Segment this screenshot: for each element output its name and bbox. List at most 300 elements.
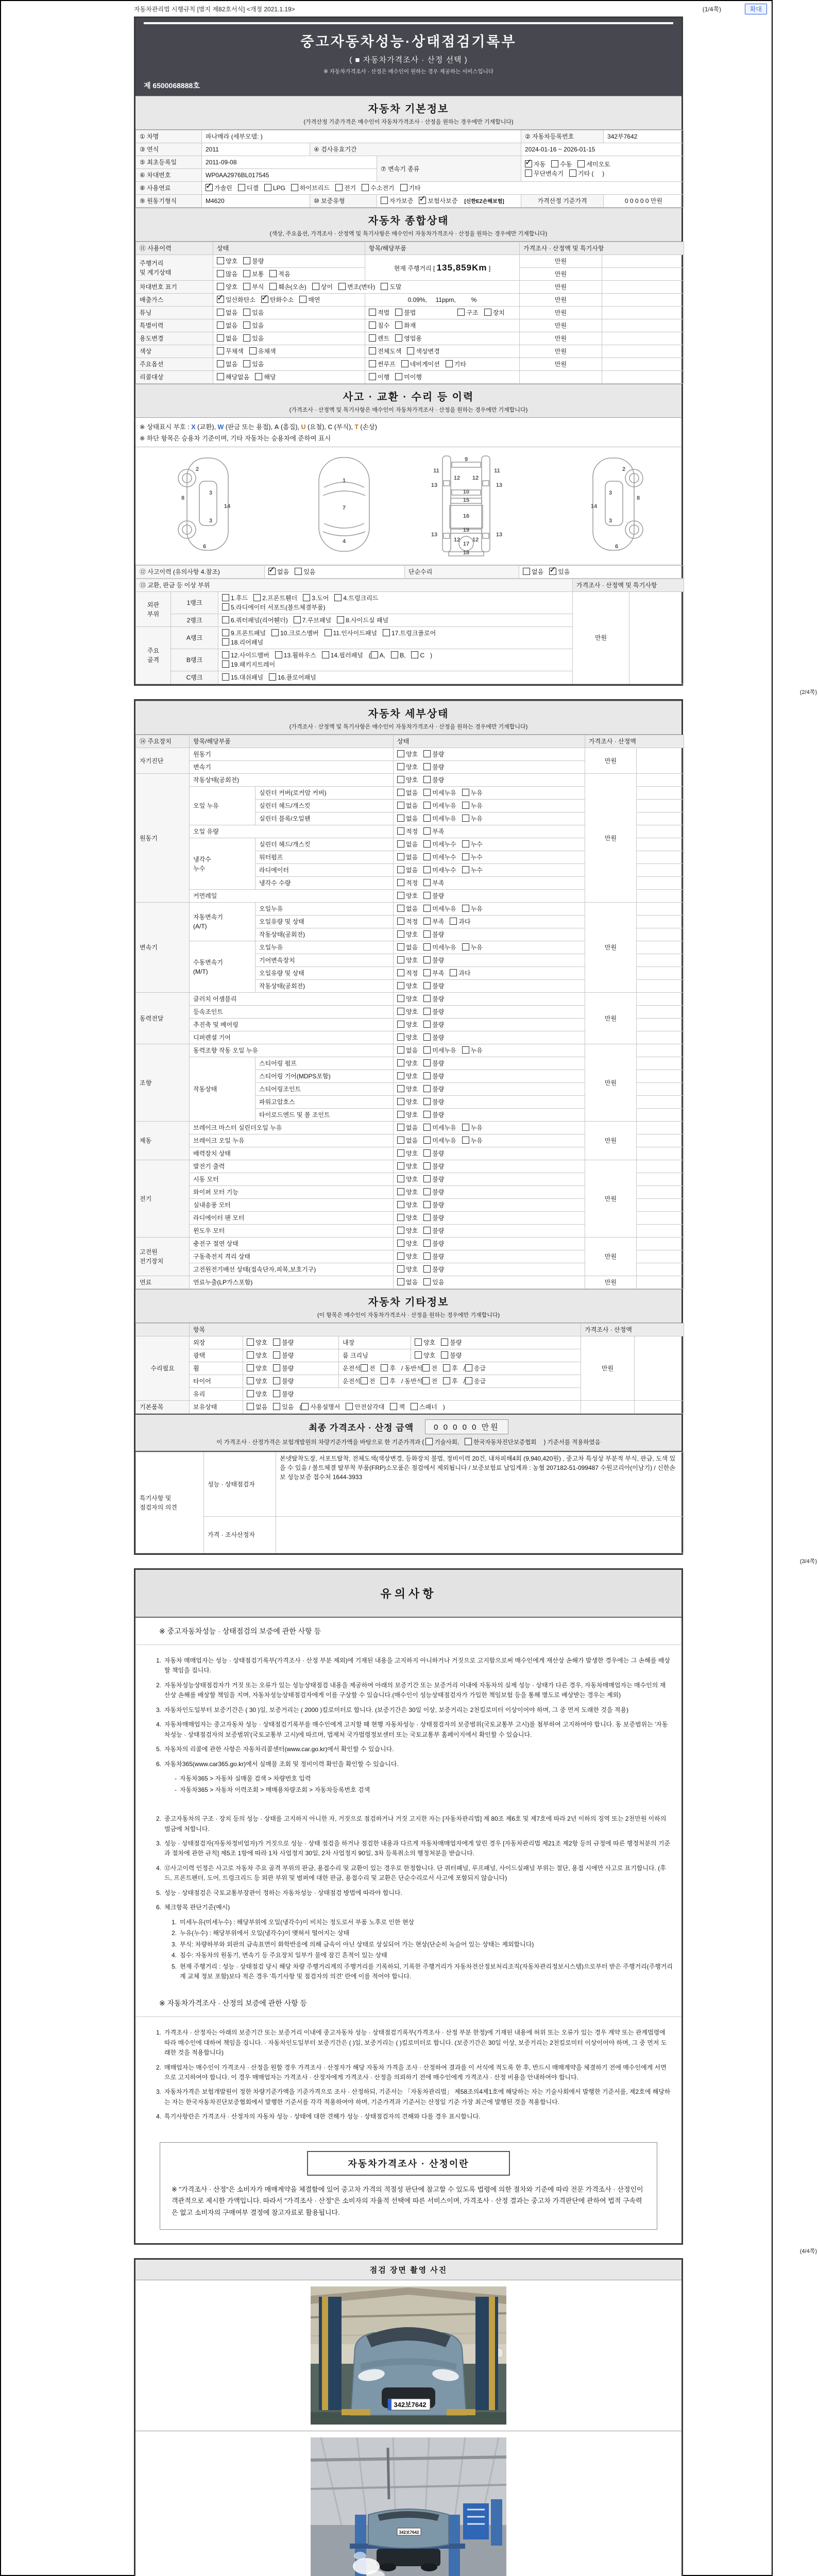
checkbox[interactable] [335, 184, 343, 191]
checkbox-option [361, 1364, 376, 1373]
checkbox[interactable] [423, 1201, 431, 1208]
text-cell: 연료누출(LP가스포함) [190, 1276, 394, 1289]
checkbox[interactable] [301, 1403, 309, 1410]
checkbox[interactable] [222, 603, 229, 611]
checkbox-option [397, 930, 418, 939]
checkbox[interactable] [423, 1240, 431, 1247]
checkbox[interactable] [462, 1046, 469, 1054]
checkbox[interactable] [369, 347, 376, 354]
checkbox-cell [202, 182, 684, 195]
checkbox[interactable] [551, 160, 558, 167]
checkbox-label: 미세누유 [432, 815, 456, 822]
checkbox[interactable] [269, 270, 277, 277]
checkbox[interactable] [217, 321, 224, 329]
checkbox[interactable] [462, 1137, 469, 1144]
checkbox-option [423, 853, 456, 862]
checkbox-label: 후 [452, 1378, 458, 1385]
checkbox[interactable] [294, 616, 301, 623]
checkbox[interactable] [525, 160, 532, 167]
checkbox[interactable] [271, 629, 279, 636]
checkbox-cell [218, 592, 573, 614]
checkbox[interactable] [423, 1149, 431, 1157]
checkbox[interactable] [397, 1278, 404, 1285]
checkbox[interactable] [397, 1252, 404, 1260]
checkbox[interactable] [217, 296, 224, 303]
checkbox-option [217, 257, 237, 266]
passenger-car-note: ※ 하단 항목은 승용차 기준이며, 기타 자동차는 승용차에 준하여 표시 [135, 432, 681, 447]
checkbox[interactable] [462, 905, 469, 912]
text-cell: 성능 · 상태점검자 [204, 1452, 276, 1517]
checkbox[interactable] [206, 184, 213, 191]
checkbox-cell [394, 1109, 585, 1122]
checkbox[interactable] [397, 802, 404, 809]
checkbox[interactable] [381, 1364, 388, 1371]
checkbox[interactable] [423, 827, 431, 835]
checkbox[interactable] [268, 568, 276, 575]
note-number: 6. [156, 1760, 161, 1768]
checkbox[interactable] [423, 930, 431, 938]
checkbox[interactable] [397, 995, 404, 1002]
checkbox-cell [394, 748, 585, 761]
checkbox[interactable] [346, 1403, 353, 1410]
checkbox[interactable] [395, 373, 402, 380]
checkbox[interactable] [397, 1149, 404, 1157]
checkbox-label: 양호 [226, 258, 238, 265]
checkbox[interactable] [397, 1111, 404, 1118]
checkbox[interactable] [465, 1438, 472, 1445]
checkbox[interactable] [397, 750, 404, 757]
checkbox[interactable] [401, 360, 408, 367]
checkbox[interactable] [443, 1364, 450, 1371]
checkbox[interactable] [397, 1227, 404, 1234]
checkbox[interactable] [423, 1175, 431, 1182]
checkbox[interactable] [423, 1227, 431, 1234]
checkbox-option [397, 1200, 418, 1210]
checkbox[interactable] [397, 1072, 404, 1079]
checkbox[interactable] [253, 594, 261, 601]
text-cell: ⑦ 변속기 종류 [377, 156, 521, 182]
checkbox[interactable] [217, 270, 224, 277]
checkbox[interactable] [247, 1364, 254, 1371]
checkbox[interactable] [362, 184, 369, 191]
checkbox[interactable] [369, 373, 376, 380]
checkbox-cell [394, 761, 585, 774]
checkbox[interactable] [415, 1338, 422, 1346]
checkbox[interactable] [423, 750, 431, 757]
checkbox[interactable] [397, 763, 404, 770]
checkbox[interactable] [291, 184, 298, 191]
checkbox[interactable] [395, 321, 402, 329]
checkbox[interactable] [419, 197, 426, 204]
checkbox[interactable] [423, 1033, 431, 1041]
checkbox[interactable] [397, 840, 404, 848]
text-cell: 커먼레일 [190, 890, 394, 903]
checkbox[interactable] [261, 296, 268, 303]
checkbox[interactable] [334, 594, 342, 601]
car-view-side-right [591, 458, 643, 550]
checkbox-cell [213, 358, 365, 371]
table-row [136, 182, 684, 195]
checkbox[interactable] [397, 789, 404, 796]
checkbox[interactable] [273, 1338, 280, 1346]
checkbox[interactable] [423, 1008, 431, 1015]
checkbox[interactable] [423, 763, 431, 770]
checkbox-option [423, 827, 444, 836]
diagram-part-number: 13 [496, 482, 503, 488]
checkbox[interactable] [247, 1377, 254, 1384]
zoom-button[interactable]: 확대 [745, 4, 767, 14]
checkbox[interactable] [222, 638, 229, 646]
checkbox[interactable] [423, 789, 431, 796]
checkbox[interactable] [247, 1338, 254, 1346]
checkbox[interactable] [217, 347, 224, 354]
checkbox[interactable] [273, 1377, 280, 1384]
checkbox-cell [213, 332, 365, 345]
checkbox[interactable] [577, 160, 585, 167]
checkbox[interactable] [397, 776, 404, 783]
checkbox[interactable] [465, 1364, 472, 1371]
checkbox[interactable] [422, 1377, 430, 1384]
note-item [149, 2028, 674, 2058]
checkbox-option [465, 1377, 486, 1386]
checkbox[interactable] [322, 651, 329, 658]
checkbox[interactable] [407, 347, 414, 354]
checkbox[interactable] [217, 334, 224, 342]
checkbox-label: 자가보증 [389, 197, 414, 205]
checkbox-label: 누유 [470, 944, 483, 951]
checkbox[interactable] [222, 629, 229, 636]
checkbox[interactable] [462, 1124, 469, 1131]
section-subtitle: (가격조사 · 산정액 및 특기사항은 매수인이 자동차가격조사 · 산정을 원하는 경우에만 기재합니다) [289, 724, 528, 730]
checkbox-option [423, 904, 456, 913]
checkbox[interactable] [222, 616, 229, 623]
checkbox-label: 없음 [277, 568, 289, 575]
checkbox-cell [365, 255, 520, 281]
checkbox[interactable] [423, 1137, 431, 1144]
checkbox[interactable] [217, 360, 224, 367]
checkbox-cell [394, 1250, 585, 1263]
checkbox[interactable] [397, 956, 404, 963]
checkbox-option [397, 1252, 418, 1261]
checkbox[interactable] [217, 283, 224, 290]
checkbox[interactable] [269, 673, 276, 681]
checkbox-label: 보험사보증 [428, 197, 458, 205]
checkbox[interactable] [397, 1021, 404, 1028]
checkbox[interactable] [299, 296, 306, 303]
checkbox[interactable] [423, 1162, 431, 1170]
checkbox[interactable] [446, 360, 453, 367]
checkbox[interactable] [273, 1364, 280, 1371]
checkbox[interactable] [273, 1390, 280, 1397]
checkbox-label: 잭 [399, 1403, 405, 1411]
checkbox[interactable] [395, 309, 402, 316]
checkbox[interactable] [338, 283, 346, 290]
checkbox[interactable] [422, 1364, 430, 1371]
checkbox[interactable] [222, 651, 229, 658]
checkbox[interactable] [243, 283, 250, 290]
checkbox-option [299, 295, 320, 304]
table-row [136, 358, 684, 371]
checkbox[interactable] [397, 892, 404, 899]
checkbox[interactable] [391, 651, 398, 658]
checkbox-cell [394, 916, 585, 928]
checkbox-label: 불량 [432, 957, 445, 964]
checkbox[interactable] [423, 776, 431, 783]
checkbox[interactable] [462, 943, 469, 951]
checkbox[interactable] [243, 309, 250, 316]
checkbox[interactable] [423, 969, 431, 976]
checkbox[interactable] [441, 1351, 448, 1359]
checkbox-label: 적음 [278, 270, 291, 278]
checkbox-option [397, 1059, 418, 1068]
checkbox[interactable] [411, 1403, 418, 1410]
checkbox[interactable] [337, 616, 344, 623]
checkbox[interactable] [397, 969, 404, 976]
checkbox-option [273, 1338, 294, 1347]
checkbox[interactable] [423, 995, 431, 1002]
checkbox[interactable] [397, 1137, 404, 1144]
checkbox[interactable] [462, 802, 469, 809]
checkbox-option [423, 801, 456, 810]
checkbox[interactable] [450, 969, 457, 976]
checkbox-option [397, 840, 418, 849]
checkbox[interactable] [397, 1046, 404, 1054]
checkbox[interactable] [423, 1072, 431, 1079]
checkbox-option [423, 956, 444, 965]
checkbox[interactable] [423, 918, 431, 925]
checkbox[interactable] [369, 309, 376, 316]
checkbox[interactable] [222, 660, 229, 668]
checkbox[interactable] [381, 197, 388, 204]
checkbox-label: 많음 [226, 270, 238, 278]
checkbox[interactable] [217, 373, 224, 380]
note-number: 1. [156, 1657, 161, 1664]
checkbox[interactable] [249, 347, 257, 354]
checkbox[interactable] [423, 943, 431, 951]
text-cell: 주행거리 및 계기상태 [136, 255, 213, 281]
checkbox[interactable] [423, 853, 431, 860]
checkbox[interactable] [303, 594, 310, 601]
checkbox[interactable] [397, 1098, 404, 1105]
checkbox[interactable] [390, 1403, 397, 1410]
checkbox-option [255, 372, 276, 382]
checkbox[interactable] [264, 184, 271, 191]
checkbox[interactable] [397, 1175, 404, 1182]
checkbox[interactable] [273, 1403, 280, 1410]
checkbox[interactable] [423, 1265, 431, 1273]
checkbox-option [269, 673, 316, 682]
checkbox[interactable] [275, 651, 282, 658]
checkbox[interactable] [325, 629, 332, 636]
checkbox[interactable] [450, 918, 457, 925]
checkbox[interactable] [423, 1046, 431, 1054]
checkbox[interactable] [462, 815, 469, 822]
checkbox[interactable] [423, 1111, 431, 1118]
diagram-part-number: 16 [463, 513, 470, 519]
checkbox[interactable] [465, 1377, 472, 1384]
checkbox-label: 16.플로어패널 [278, 674, 316, 681]
basic-info-table [135, 130, 681, 208]
checkbox[interactable] [395, 334, 402, 342]
checkbox[interactable] [243, 334, 250, 342]
text-cell [637, 1186, 684, 1199]
checkbox-label: 적정 [406, 879, 418, 887]
checkbox-label: 불량 [432, 1021, 445, 1028]
checkbox[interactable] [397, 1162, 404, 1170]
checkbox[interactable] [397, 1085, 404, 1092]
checkbox[interactable] [397, 905, 404, 912]
checkbox[interactable] [425, 1438, 433, 1445]
text-cell: 만원 [585, 1044, 637, 1122]
checkbox[interactable] [217, 309, 224, 316]
checkbox[interactable] [423, 1021, 431, 1028]
checkbox[interactable] [397, 982, 404, 989]
checkbox[interactable] [423, 956, 431, 963]
checkbox[interactable] [462, 853, 469, 860]
checkbox[interactable] [423, 879, 431, 886]
checkbox-option [551, 160, 572, 169]
checkbox-option [549, 567, 570, 577]
checkbox-label: 불량 [450, 1339, 462, 1346]
checkbox[interactable] [423, 982, 431, 989]
checkbox[interactable] [462, 840, 469, 848]
note-text: 자동차 매매업자는 성능 · 상태점검기록부(가격조사 · 산정 부분 제외)에 기재된 내용을 고지하지 아니하거나 거짓으로 고지함으로써 매수인에게 재산상 손해가 발생한 경우에는 그 손해를 배상할 책임을 집니다. [164, 1657, 670, 1674]
checkbox[interactable] [415, 1351, 422, 1359]
checkbox-option [395, 308, 416, 317]
checkbox[interactable] [441, 1338, 448, 1346]
checkbox-cell [394, 1160, 585, 1173]
checkbox[interactable] [397, 1188, 404, 1195]
checkbox-label: 도말 [389, 283, 402, 291]
inspector-opinion-table-table [135, 1452, 684, 1553]
checkbox[interactable] [369, 321, 376, 329]
checkbox[interactable] [443, 1377, 450, 1384]
checkbox[interactable] [397, 1214, 404, 1221]
checkbox[interactable] [397, 1124, 404, 1131]
checkbox[interactable] [369, 334, 376, 342]
checkbox[interactable] [273, 1351, 280, 1359]
checkbox[interactable] [423, 1252, 431, 1260]
table-row [136, 1336, 684, 1349]
checkbox[interactable] [423, 905, 431, 912]
table-row [136, 294, 684, 307]
checkbox[interactable] [423, 1278, 431, 1285]
sub-note-item [166, 1785, 674, 1795]
checkbox[interactable] [457, 309, 465, 316]
checkbox[interactable] [397, 866, 404, 873]
checkbox[interactable] [400, 184, 407, 191]
assessor-opinion [276, 1517, 684, 1553]
checkbox[interactable] [423, 840, 431, 848]
checkbox[interactable] [397, 827, 404, 835]
checkbox[interactable] [217, 257, 224, 264]
checkbox[interactable] [247, 1403, 254, 1410]
checkbox[interactable] [247, 1351, 254, 1359]
text-cell [637, 800, 684, 812]
checkbox[interactable] [295, 568, 302, 575]
checkbox[interactable] [423, 1098, 431, 1105]
checkbox[interactable] [484, 309, 491, 316]
checkbox[interactable] [397, 1265, 404, 1273]
checkbox[interactable] [222, 594, 229, 601]
checkbox[interactable] [247, 1390, 254, 1397]
note-text: 자동차가격은 보험개발원이 정한 차량기준가액을 기준가격으로 조사 · 산정하되, 기준서는 「자동차관리법」 제58조의4제1호에 해당하는 자는 기술사회에서 발행한 기준서를, 제2호에 해당하는 자는 한국자동차진단보증협회에서 발행한 기준서를 각각 적용하여야 하며, 기준가격과 기준서는 산정일 기준 가장 최근에 발행된 것을 적용합니다. [164, 2088, 671, 2106]
checkbox[interactable] [397, 1033, 404, 1041]
checkbox[interactable] [423, 1124, 431, 1131]
table-row [136, 1324, 684, 1336]
checkbox[interactable] [462, 789, 469, 796]
checkbox[interactable] [397, 918, 404, 925]
checkbox-label: 응급 [473, 1365, 486, 1372]
checkbox[interactable] [397, 815, 404, 822]
text-cell [637, 1276, 684, 1289]
checkbox[interactable] [397, 1201, 404, 1208]
checkbox[interactable] [238, 184, 245, 191]
diagram-part-number: 3 [209, 490, 213, 496]
checkbox-option [301, 1402, 340, 1412]
checkbox[interactable] [423, 1188, 431, 1195]
text-cell: 오일 누유 [190, 787, 255, 825]
checkbox[interactable] [423, 866, 431, 873]
checkbox[interactable] [312, 283, 319, 290]
checkbox[interactable] [423, 1214, 431, 1221]
checkbox[interactable] [368, 651, 378, 659]
checkbox-option [423, 943, 456, 952]
checkbox-label: 양호 [406, 1201, 418, 1209]
checkbox[interactable] [423, 802, 431, 809]
checkbox[interactable] [369, 360, 376, 367]
checkbox[interactable] [243, 270, 250, 277]
checkbox[interactable] [222, 673, 229, 681]
checkbox[interactable] [381, 1377, 388, 1384]
checkbox[interactable] [525, 170, 532, 177]
checkbox[interactable] [397, 1240, 404, 1247]
checkbox[interactable] [549, 568, 556, 575]
checkbox[interactable] [423, 1059, 431, 1066]
checkbox[interactable] [397, 853, 404, 860]
checkbox[interactable] [397, 943, 404, 951]
text-cell [637, 928, 684, 941]
checkbox[interactable] [462, 866, 469, 873]
checkbox-cell [243, 1388, 581, 1401]
checkbox[interactable] [397, 879, 404, 886]
checkbox[interactable] [243, 360, 250, 367]
checkbox[interactable] [411, 651, 418, 658]
car-view-bottom [431, 456, 502, 556]
checkbox[interactable] [423, 815, 431, 822]
checkbox[interactable] [523, 568, 530, 575]
checkbox[interactable] [255, 373, 262, 380]
checkbox[interactable] [397, 1059, 404, 1066]
checkbox[interactable] [243, 257, 250, 264]
checkbox-label: 전체도색 [378, 348, 402, 355]
checkbox[interactable] [361, 1364, 368, 1371]
checkbox[interactable] [383, 629, 390, 636]
checkbox-label: 양호 [423, 1339, 436, 1346]
checkbox[interactable] [397, 930, 404, 938]
checkbox[interactable] [569, 170, 576, 177]
checkbox[interactable] [397, 1008, 404, 1015]
checkbox[interactable] [269, 283, 277, 290]
checkbox[interactable] [361, 1377, 368, 1384]
checkbox[interactable] [423, 1085, 431, 1092]
checkbox[interactable] [381, 283, 388, 290]
text-cell: 고전원전기배선 상태(접속단자,피복,보호기구) [190, 1263, 394, 1276]
checkbox[interactable] [423, 892, 431, 899]
form-reference-line [134, 1, 721, 16]
diagram-part-number: 12 [453, 475, 461, 481]
checkbox[interactable] [243, 321, 250, 329]
